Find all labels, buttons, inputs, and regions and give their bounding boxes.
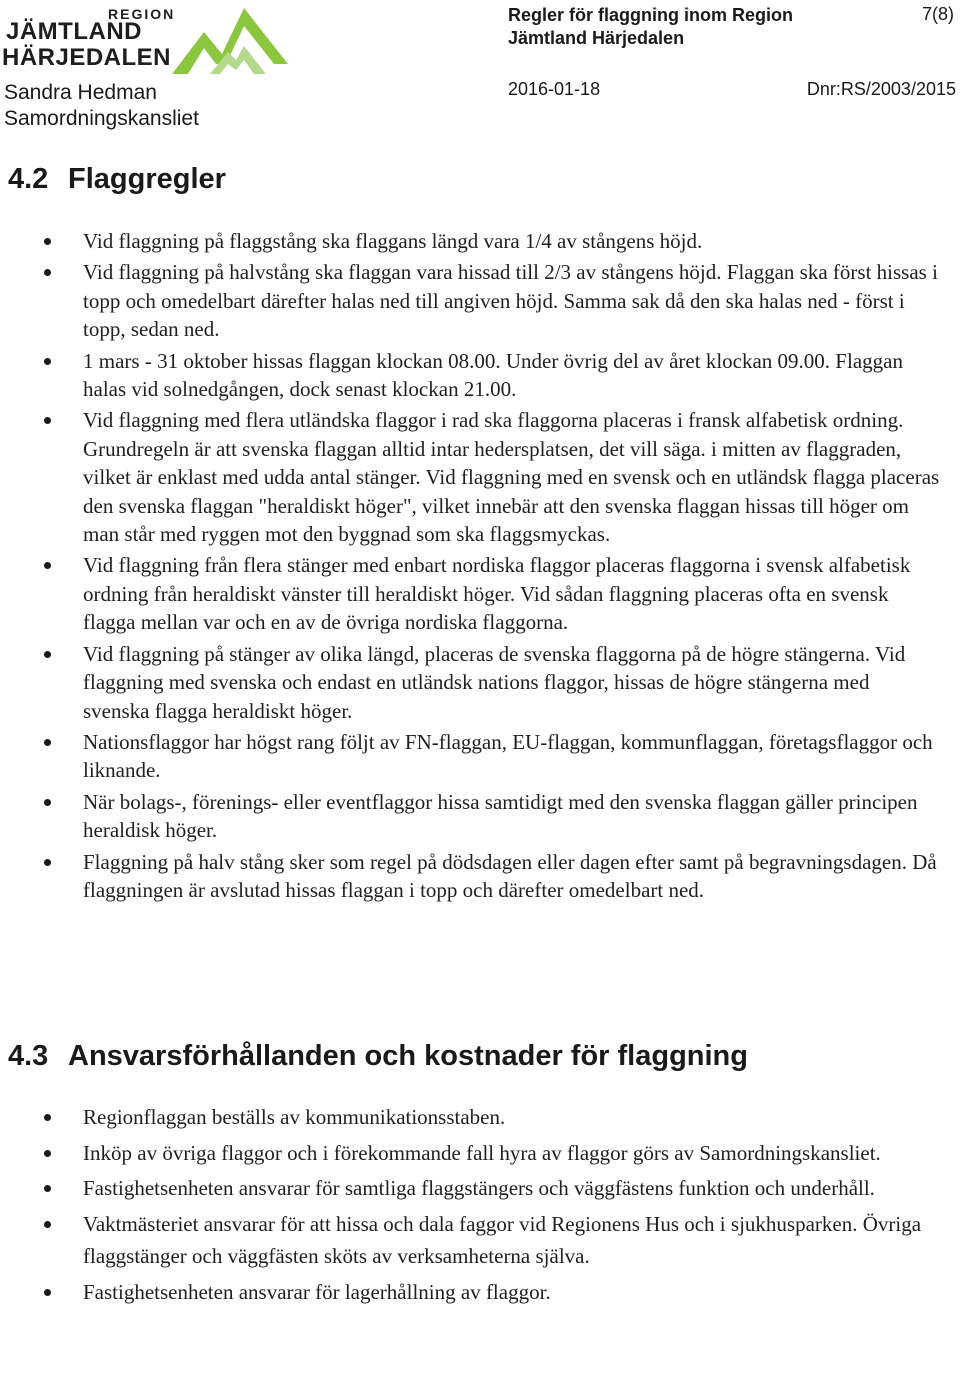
bullet-icon — [44, 1150, 51, 1157]
section-number: 4.2 — [8, 163, 49, 195]
region-logo — [2, 2, 292, 76]
list-item-text: Vaktmästeriet ansvarar för att hissa och dala faggor vid Regionens Hus och i sjukhusparken. Övriga flaggstänger och väggfästen sköts av verksamheterna själva. — [83, 1211, 922, 1268]
list-item — [0, 1172, 960, 1205]
list-item-text: Flaggning på halv stång sker som regel på dödsdagen eller dagen efter samt på begravningsdagen. Då flaggningen är avslutad hissas flaggan i topp och därefter omedelbart ned. — [83, 849, 937, 902]
section-title: Flaggregler — [68, 163, 226, 195]
author-department: Samordningskansliet — [4, 107, 199, 130]
page-number: 7(8) — [921, 4, 954, 24]
list-item — [0, 347, 960, 404]
list-item — [0, 406, 960, 548]
author-block — [4, 80, 199, 132]
document-dnr: Dnr:RS/2003/2015 — [806, 79, 956, 99]
list-item — [0, 1101, 960, 1134]
logo-region-text: REGION — [108, 6, 176, 22]
logo-line-1: JÄMTLAND — [6, 18, 142, 45]
document-title — [508, 4, 793, 50]
bullet-icon — [44, 562, 51, 569]
list-item-text: Fastighetsenheten ansvarar för lagerhållning av flaggor. — [83, 1279, 551, 1304]
flag-rules-list — [0, 227, 960, 907]
document-title-line-2: Jämtland Härjedalen — [508, 28, 685, 48]
bullet-icon — [44, 651, 51, 658]
section-heading-ansvar — [8, 1040, 748, 1073]
bullet-icon — [44, 417, 51, 424]
logo-line-2: HÄRJEDALEN — [2, 44, 172, 71]
list-item — [0, 788, 960, 845]
document-date: 2016-01-18 — [508, 79, 601, 99]
bullet-icon — [44, 1114, 51, 1121]
responsibility-list — [0, 1101, 960, 1311]
list-item — [0, 258, 960, 343]
author-name: Sandra Hedman — [4, 81, 157, 104]
list-item-text: Regionflaggan beställs av kommunikationsstaben. — [83, 1105, 506, 1129]
list-item — [0, 728, 960, 785]
list-item-text: Nationsflaggor har högst rang följt av FN-flaggan, EU-flaggan, kommunflaggan, företagsflaggor och liknande. — [83, 729, 933, 783]
list-item — [0, 1208, 960, 1273]
list-item-text: 1 mars - 31 oktober hissas flaggan klockan 08.00. Under övrig del av året klockan 09.00. Flaggan halas vid solnedgången, dock senast klockan 21.00. — [83, 348, 903, 402]
list-item-text: Vid flaggning på stänger av olika längd, placeras de svenska flaggorna på de högre stängerna. Vid flaggning med svenska och endast en utländsk nations flaggor, hissas de högre stängerna med svenska flagga heraldiskt höger. — [83, 641, 906, 723]
list-item-text: Vid flaggning på flaggstång ska flaggans längd vara 1/4 av stångens höjd. — [83, 229, 703, 253]
bullet-icon — [44, 1221, 51, 1228]
list-item — [0, 640, 960, 725]
bullet-icon — [44, 739, 51, 746]
list-item — [0, 848, 960, 905]
list-item-text: Inköp av övriga flaggor och i förekommande fall hyra av flaggor görs av Samordningskansliet. — [83, 1140, 881, 1165]
bullet-icon — [44, 238, 51, 245]
section-number: 4.3 — [8, 1040, 49, 1072]
bullet-icon — [44, 269, 51, 276]
list-item-text: Fastighetsenheten ansvarar för samtliga flaggstängers och väggfästens funktion och underhåll. — [83, 1176, 875, 1200]
section-title: Ansvarsförhållanden och kostnader för flaggning — [68, 1040, 748, 1072]
bullet-icon — [44, 1185, 51, 1192]
bullet-icon — [44, 799, 51, 806]
document-title-line-1: Regler för flaggning inom Region — [508, 5, 793, 25]
list-item — [0, 227, 960, 255]
list-item-text: När bolags-, förenings- eller eventflaggor hissa samtidigt med den svenska flaggan gäller principen heraldisk höger. — [83, 789, 918, 843]
list-item-text: Vid flaggning på halvstång ska flaggan vara hissad till 2/3 av stångens höjd. Flaggan ska först hissas i topp och omedelbart därefter halas ned till angiven höjd. Samma sak då den ska halas ned - först i topp, sedan ned. — [83, 260, 938, 342]
bullet-icon — [44, 859, 51, 866]
list-item — [0, 551, 960, 636]
bullet-icon — [44, 358, 51, 365]
section-heading-flaggregler — [8, 163, 226, 196]
list-item-text: Vid flaggning från flera stänger med enbart nordiska flaggor placeras flaggorna i svensk alfabetisk ordning från heraldiskt vänster till heraldiskt höger. Vid sådan flaggning placeras ofta en svensk flagga mellan var och en av de övriga nordiska flaggorna. — [83, 553, 911, 635]
list-item — [0, 1137, 960, 1170]
list-item-text: Vid flaggning med flera utländska flaggor i rad ska flaggorna placeras i fransk alfabetisk ordning. Grundregeln är att svenska flaggan alltid intar hedersplatsen, det vill säga. i mitten av flaggraden, vilket är enklast med udda antal stänger. Vid flaggning med en svensk och en utländsk flagga placeras den svenska flaggan "heraldiskt höger", vilket innebär att den svenska flaggan hissas till höger om man står med ryggen mot den byggnad som ska flaggsmyckas. — [83, 408, 940, 547]
list-item — [0, 1276, 960, 1309]
bullet-icon — [44, 1289, 51, 1296]
